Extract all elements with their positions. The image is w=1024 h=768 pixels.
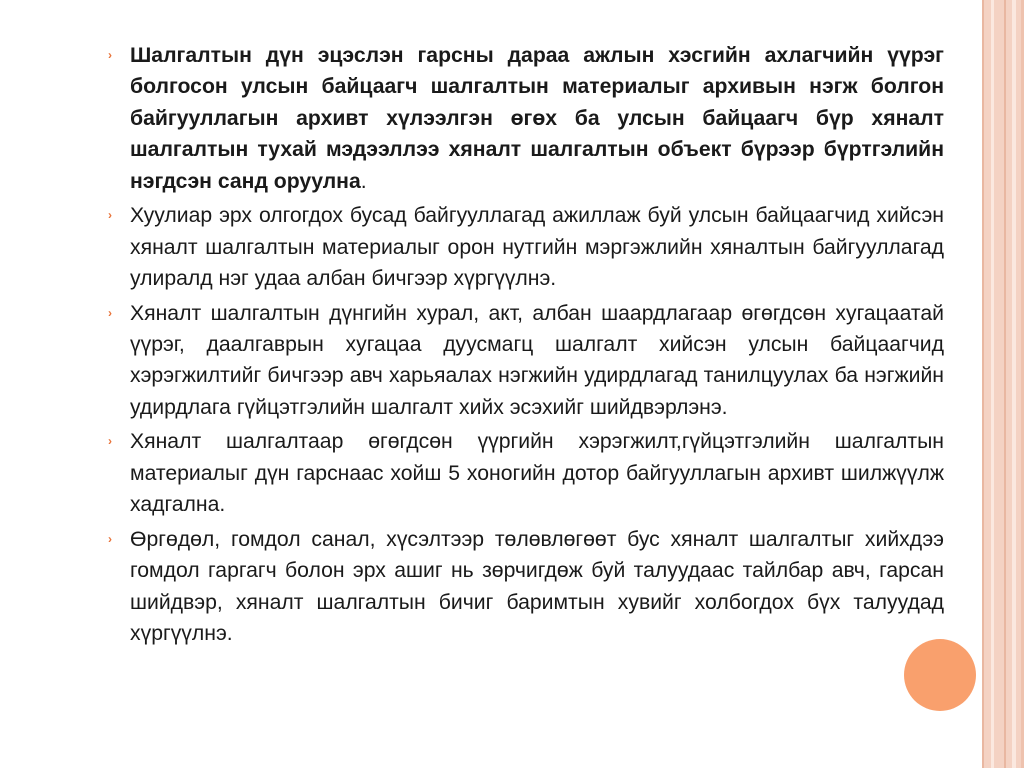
bullet-item (108, 426, 944, 520)
decorative-stripe (991, 0, 994, 768)
bullet-item (108, 40, 944, 197)
chevron-right-icon: › (108, 434, 112, 449)
bullet-item (108, 524, 944, 650)
bullet-item (108, 298, 944, 424)
bullet-text: Хяналт шалгалтын дүнгийн хурал, акт, албан шаардлагаар өгөгдсөн хугацаатай үүрэг, даалгаврын хугацаа дуусмагц шалгалт хийсэн улсын байцаагчид хэрэгжилтийг бичгээр авч харьяалах нэгжийн удирдлагад танилцуулах ба нэгжийн удирдлага гүйцэтгэлийн шалгалт хийх эсэхийг шийдвэрлэнэ. (130, 301, 944, 419)
bullet-list (108, 40, 944, 653)
chevron-right-icon: › (108, 305, 112, 320)
chevron-right-icon: › (108, 208, 112, 223)
bullet-text: Хуулиар эрх олгогдох бусад байгууллагад ажиллаж буй улсын байцаагчид хийсэн хяналт шалгалтын материалыг орон нутгийн мэргэжлийн хяналтын байгууллагад улиралд нэг удаа албан бичгээр хүргүүлнэ. (130, 204, 944, 291)
bullet-text: Өргөдөл, гомдол санал, хүсэлтээр төлөвлөгөөт бус хяналт шалгалтыг хийхдээ гомдол гаргагч болон эрх ашиг нь зөрчигдөж буй талуудаас тайлбар авч, гарсан шийдвэр, хяналт шалгалтын бичиг баримтын хувийг холбогдох бүх талуудад хүргүүлнэ. (130, 527, 944, 646)
chevron-right-icon: › (108, 531, 112, 546)
decorative-stripe (982, 0, 984, 768)
decorative-circle (904, 639, 976, 711)
bullet-text-bold: Шалгалтын дүн эцэслэн гарсны дараа ажлын хэсгийн ахлагчийн үүрэг болгосон улсын байцаагч шалгалтын материалыг архивын нэгж болгон байгууллагын архивт хүлээлгэн өгөх ба улсын байцаагч бүр хяналт шалгалтын тухай мэдээллээ хяналт шалгалтын объект бүрээр бүртгэлийн нэгдсэн санд оруулна (130, 44, 944, 193)
decorative-stripe (1004, 0, 1006, 768)
decorative-stripe (1012, 0, 1016, 768)
chevron-right-icon: › (108, 48, 112, 62)
bullet-text: Хяналт шалгалтаар өгөгдсөн үүргийн хэрэгжилт,гүйцэтгэлийн шалгалтын материалыг дүн гарснаас хойш 5 хоногийн дотор байгууллагын архивт шилжүүлж хадгална. (130, 430, 944, 517)
bullet-item (108, 200, 944, 294)
bullet-text: . (360, 169, 367, 193)
